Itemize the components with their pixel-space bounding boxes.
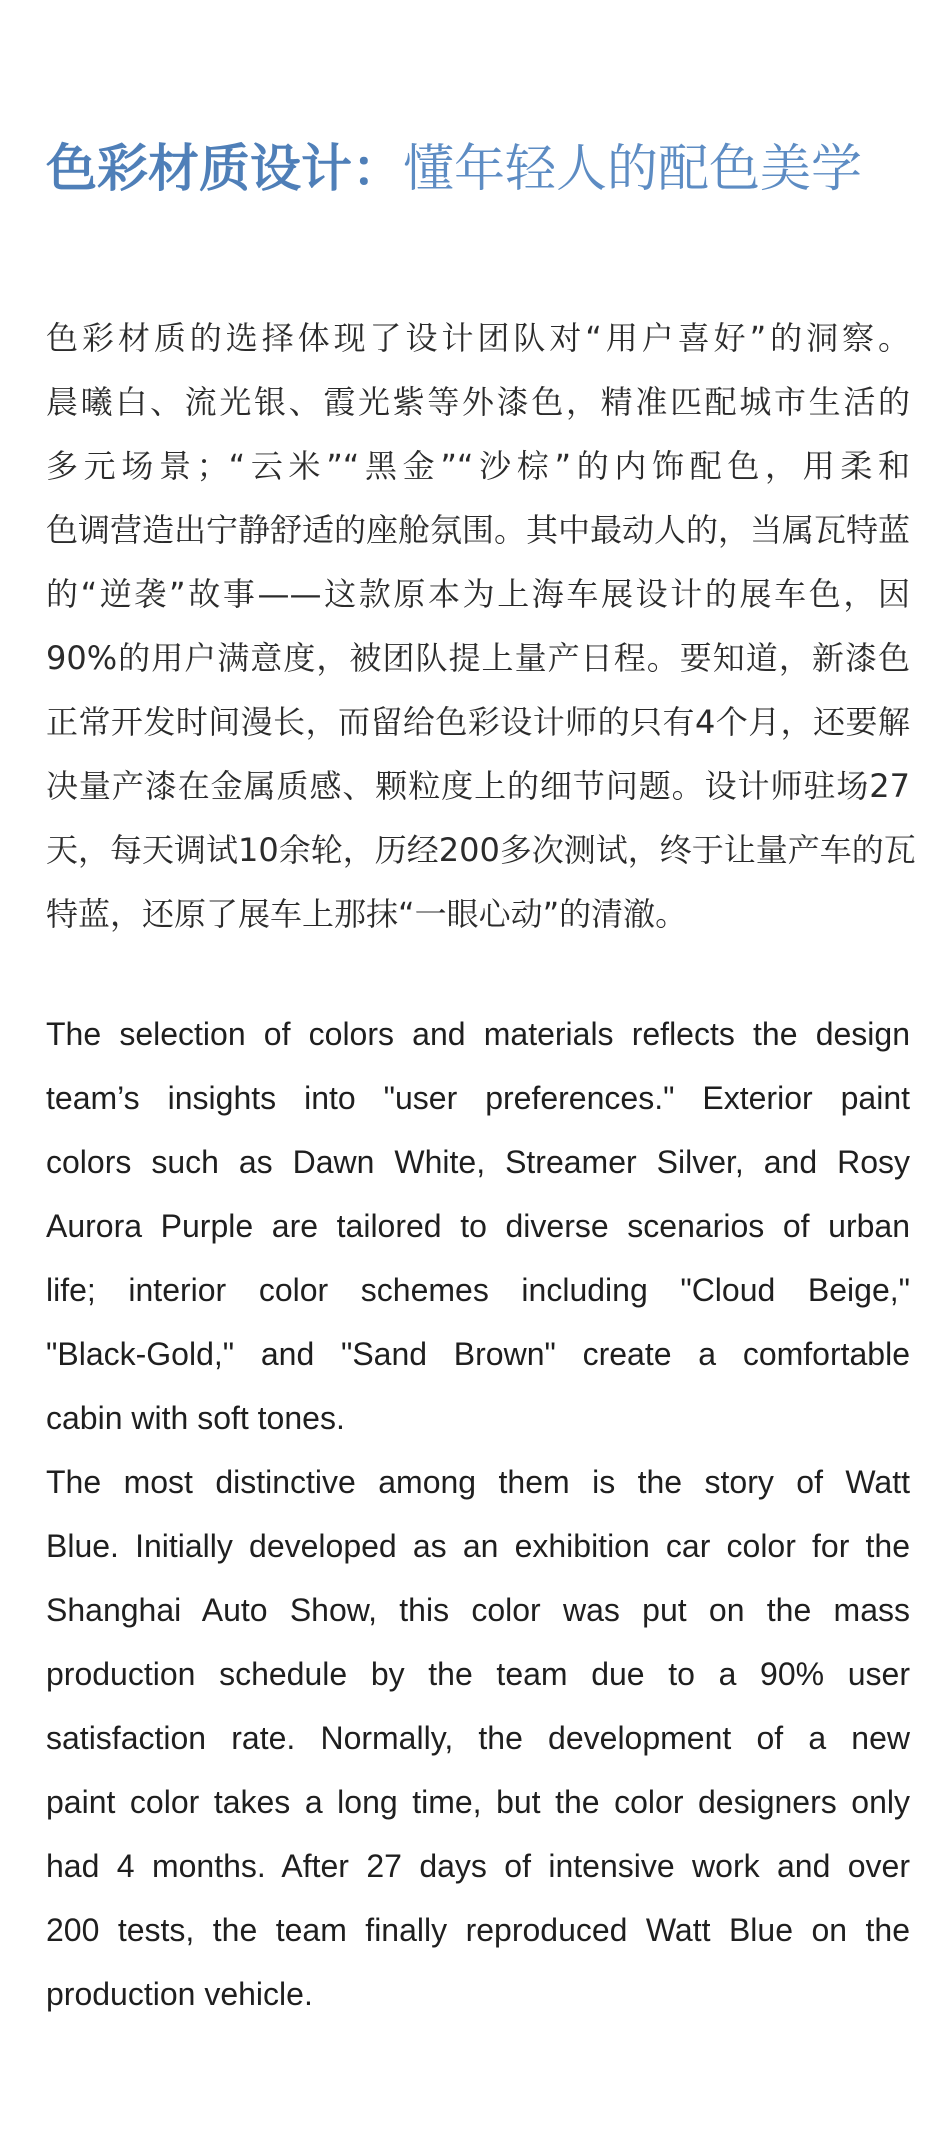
english-line: 200 tests, the team finally reproduced Watt Blue on the	[46, 1912, 910, 1948]
english-line: paint color takes a long time, but the color designers only	[46, 1784, 910, 1820]
chinese-line: 多元场景；“云米”“黑金”“沙棕”的内饰配色，用柔和	[46, 447, 910, 485]
chinese-line: 特蓝，还原了展车上那抹“一眼心动”的清澈。	[46, 895, 688, 933]
chinese-line: 晨曦白、流光银、霞光紫等外漆色，精准匹配城市生活的	[46, 383, 910, 421]
english-line: Blue. Initially developed as an exhibition car color for the	[46, 1528, 910, 1564]
english-line: satisfaction rate. Normally, the development of a new	[46, 1720, 910, 1756]
english-line: life; interior color schemes including "Cloud Beige,"	[46, 1272, 910, 1308]
english-line: "Black-Gold," and "Sand Brown" create a comfortable	[46, 1336, 910, 1372]
english-line: colors such as Dawn White, Streamer Silver, and Rosy	[46, 1144, 910, 1180]
title-main: 色彩材质设计	[46, 140, 353, 199]
title-separator: ：	[352, 140, 404, 199]
chinese-line: 决量产漆在金属质感、颗粒度上的细节问题。设计师驻场27	[46, 767, 910, 805]
english-line: Aurora Purple are tailored to diverse scenarios of urban	[46, 1208, 910, 1244]
chinese-line: 色调营造出宁静舒适的座舱氛围。其中最动人的，当属瓦特蓝	[46, 511, 911, 549]
chinese-line: 天，每天调试10余轮，历经200多次测试，终于让量产车的瓦	[46, 831, 916, 869]
chinese-line: 正常开发时间漫长，而留给色彩设计师的只有4个月，还要解	[46, 703, 910, 741]
english-paragraph-1	[46, 1002, 910, 1450]
title-subtitle: 懂年轻人的配色美学	[403, 140, 863, 199]
english-line: team’s insights into "user preferences." Exterior paint	[46, 1080, 910, 1116]
english-line: production vehicle.	[46, 1976, 313, 2012]
chinese-line: 90%的用户满意度，被团队提上量产日程。要知道，新漆色	[46, 639, 910, 677]
english-line: production schedule by the team due to a 90% user	[46, 1656, 910, 1692]
chinese-line: 色彩材质的选择体现了设计团队对“用户喜好”的洞察。	[46, 319, 910, 357]
english-line: The selection of colors and materials reflects the design	[46, 1016, 910, 1052]
english-line: cabin with soft tones.	[46, 1400, 345, 1436]
english-line: had 4 months. After 27 days of intensive work and over	[46, 1848, 910, 1884]
english-line: The most distinctive among them is the story of Watt	[46, 1464, 910, 1500]
chinese-line: 的“逆袭”故事——这款原本为上海车展设计的展车色，因	[46, 575, 910, 613]
english-line: Shanghai Auto Show, this color was put on the mass	[46, 1592, 910, 1628]
english-paragraphs	[46, 1002, 910, 2026]
english-paragraph-2	[46, 1450, 910, 2026]
page-title	[46, 132, 916, 208]
chinese-paragraph	[46, 306, 916, 946]
